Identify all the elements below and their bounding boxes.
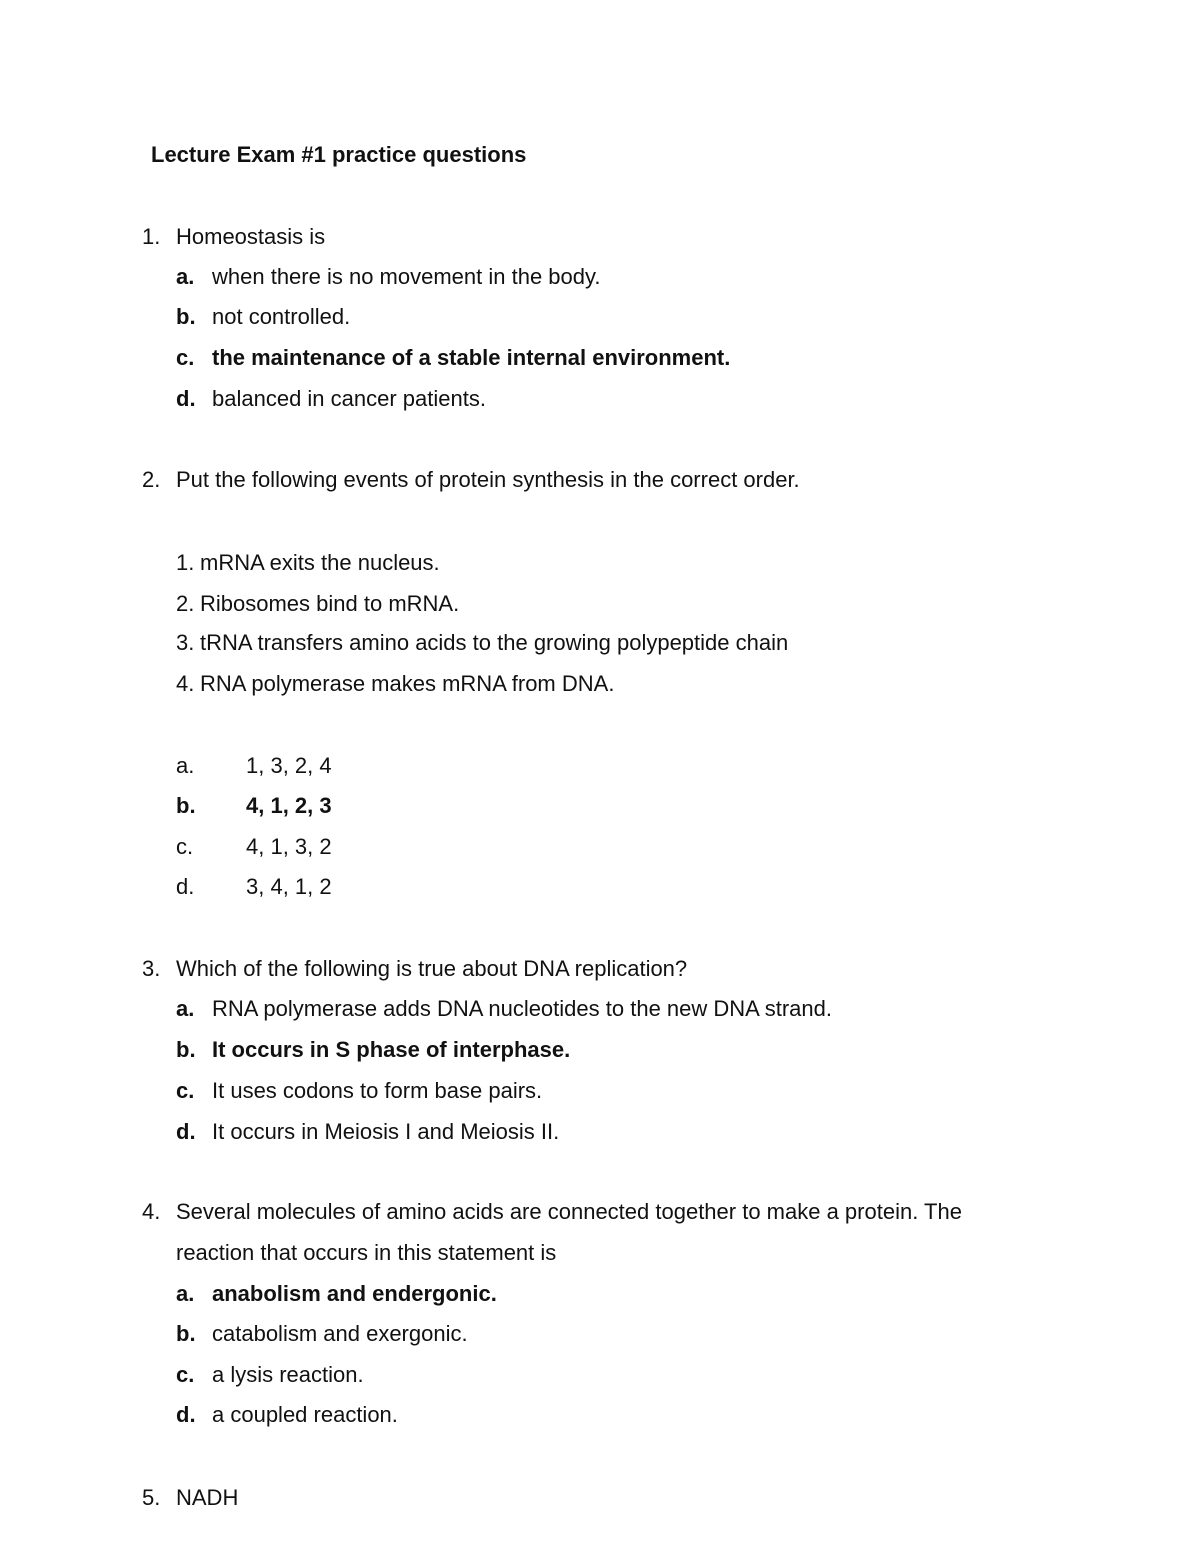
- question-text: Which of the following is true about DNA replication?: [176, 956, 688, 981]
- question-text: Homeostasis is: [176, 224, 326, 249]
- option-text-answer: 4, 1, 2, 3: [246, 793, 332, 818]
- option-letter: a.: [176, 1281, 195, 1306]
- question-number: 1.: [142, 224, 161, 249]
- option-text: when there is no movement in the body.: [212, 264, 601, 289]
- option-letter: c.: [176, 1362, 195, 1387]
- option-text: a lysis reaction.: [212, 1362, 364, 1387]
- option-text: 3, 4, 1, 2: [246, 874, 332, 899]
- option-text: balanced in cancer patients.: [212, 386, 486, 411]
- option-letter: d.: [176, 1402, 196, 1427]
- option-letter: b.: [176, 793, 196, 818]
- option-text: It uses codons to form base pairs.: [212, 1078, 543, 1103]
- step-number: 3.: [176, 630, 195, 655]
- step-text: RNA polymerase makes mRNA from DNA.: [200, 671, 615, 696]
- question-number: 5.: [142, 1485, 161, 1510]
- option-text: RNA polymerase adds DNA nucleotides to the new DNA strand.: [212, 996, 832, 1021]
- option-text: not controlled.: [212, 304, 351, 329]
- option-letter: c.: [176, 834, 194, 859]
- option-letter: b.: [176, 304, 196, 329]
- option-text: 1, 3, 2, 4: [246, 753, 332, 778]
- option-letter: d.: [176, 386, 196, 411]
- option-letter: a.: [176, 996, 195, 1021]
- option-letter: a.: [176, 753, 195, 778]
- question-text: Several molecules of amino acids are connected together to make a protein. The: [176, 1199, 962, 1224]
- option-letter: b.: [176, 1037, 196, 1062]
- step-text: tRNA transfers amino acids to the growing polypeptide chain: [200, 630, 789, 655]
- option-text: It occurs in Meiosis I and Meiosis II.: [212, 1119, 560, 1144]
- option-letter: d.: [176, 1119, 196, 1144]
- option-text-answer: It occurs in S phase of interphase.: [212, 1037, 571, 1062]
- step-text: Ribosomes bind to mRNA.: [200, 591, 460, 616]
- question-number: 2.: [142, 467, 161, 492]
- question-text: NADH: [176, 1485, 239, 1510]
- step-number: 1.: [176, 550, 195, 575]
- option-text: 4, 1, 3, 2: [246, 834, 332, 859]
- question-number: 3.: [142, 956, 161, 981]
- option-text-answer: the maintenance of a stable internal environment.: [212, 345, 731, 370]
- option-letter: d.: [176, 874, 195, 899]
- option-text-answer: anabolism and endergonic.: [212, 1281, 497, 1306]
- option-letter: c.: [176, 345, 195, 370]
- page-title: Lecture Exam #1 practice questions: [151, 142, 527, 167]
- step-number: 4.: [176, 671, 195, 696]
- step-number: 2.: [176, 591, 195, 616]
- option-text: catabolism and exergonic.: [212, 1321, 468, 1346]
- question-number: 4.: [142, 1199, 161, 1224]
- question-text: reaction that occurs in this statement is: [176, 1240, 557, 1265]
- option-text: a coupled reaction.: [212, 1402, 398, 1427]
- question-text: Put the following events of protein synthesis in the correct order.: [176, 467, 800, 492]
- option-letter: a.: [176, 264, 195, 289]
- option-letter: c.: [176, 1078, 195, 1103]
- option-letter: b.: [176, 1321, 196, 1346]
- step-text: mRNA exits the nucleus.: [200, 550, 440, 575]
